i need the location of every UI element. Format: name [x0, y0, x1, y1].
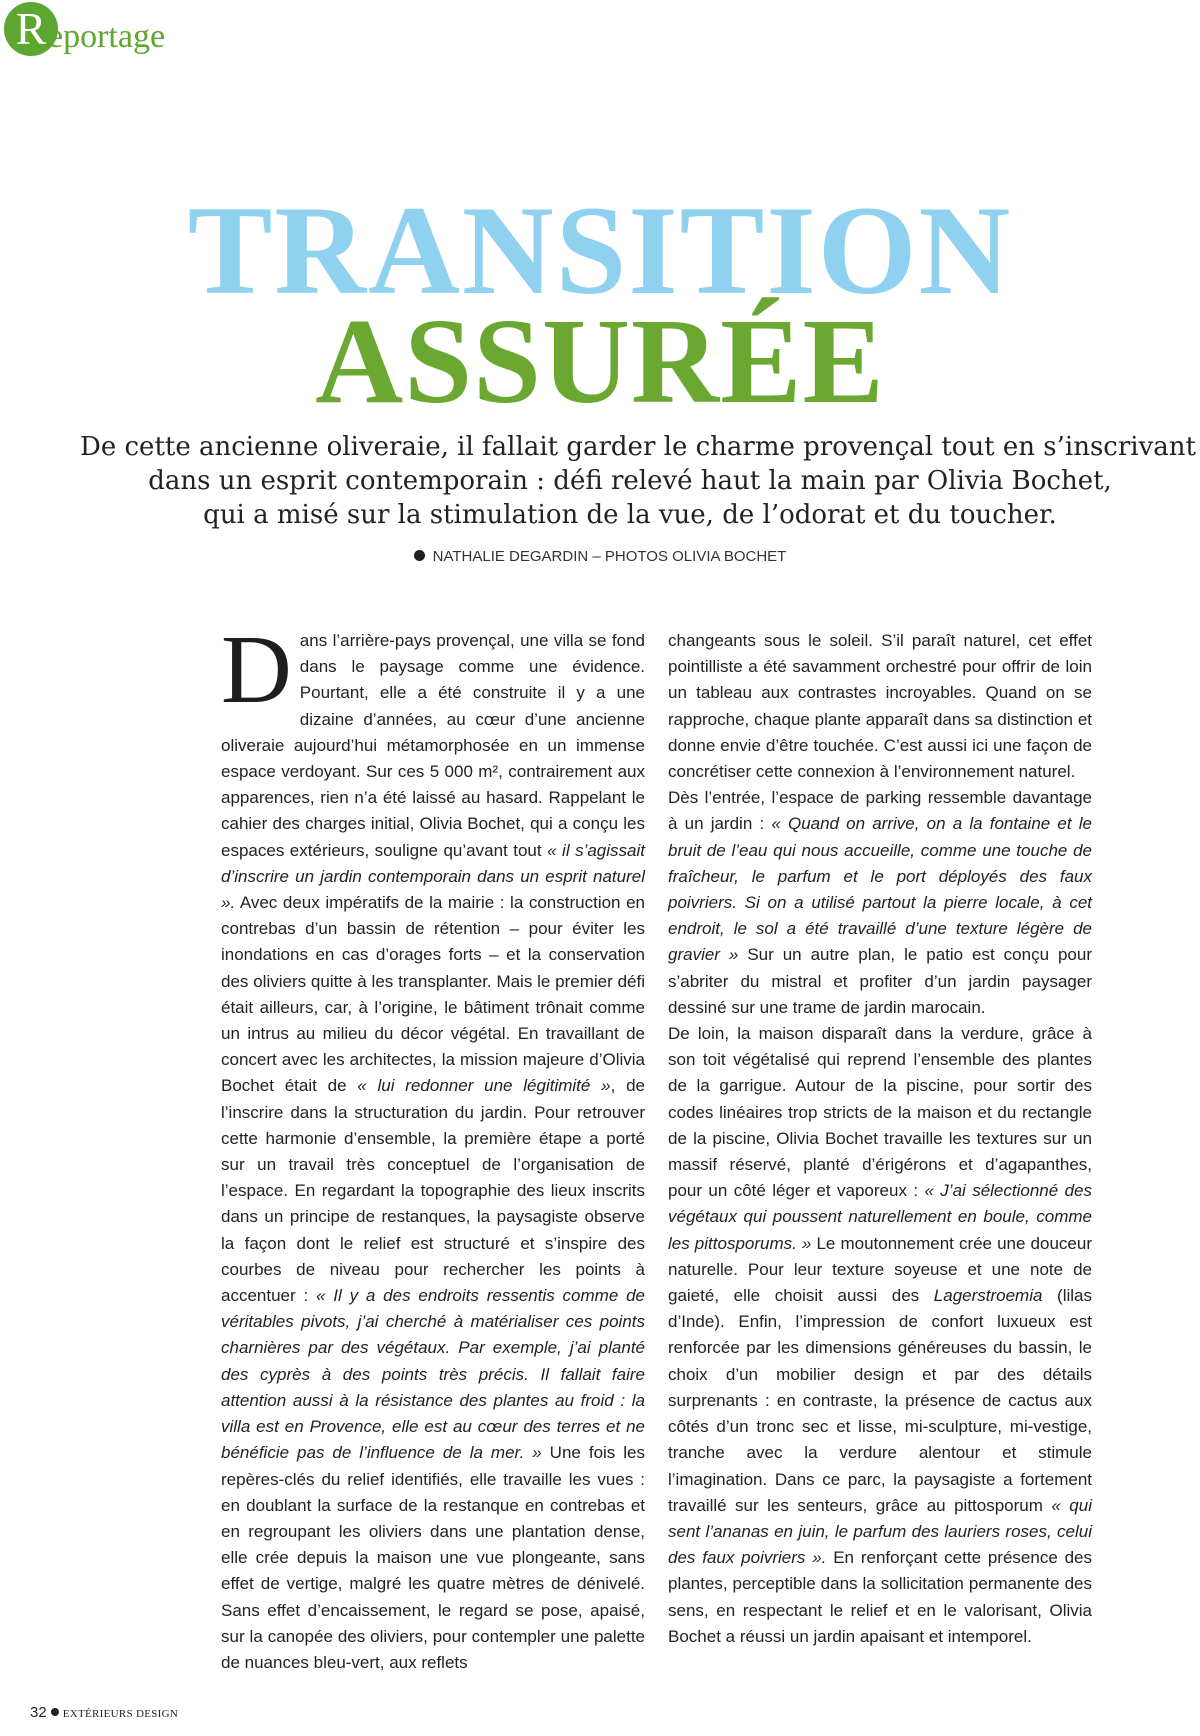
title-line-1: TRANSITION — [187, 181, 1013, 321]
body-paragraph — [668, 785, 1092, 1021]
body-text: ans l’arrière-pays provençal, une villa se fond dans le paysage comme une évidence. Pourtant, elle a été construite il y a une dizaine d’années, au cœur d’une ancienne oliveraie aujourd’hui métamorphosée en un immense espace verdoyant. Sur ces 5 000 m², contrairement aux apparences, rien n’a été laissé au hasard. Rappelant le cahier des charges initial, Olivia Bochet, qui a conçu les espaces extérieurs, souligne qu’avant tout — [221, 631, 645, 860]
bullet-dot-icon — [414, 550, 425, 561]
quote: « J’ai sélectionné des végétaux qui poussent naturellement en boule, comme les pittosporums. » — [668, 1181, 1093, 1253]
byline-text: NATHALIE DEGARDIN – PHOTOS OLIVIA BOCHET — [432, 548, 787, 565]
body-text: Une fois les repères-clés du relief identifiés, elle travaille les vues : en doublant la surface de la restanque en contrebas et en regroupant les oliviers dans une plantation dense, elle crée depuis la maison une vue plongeante, sans effet de vertige, malgré les quatre mètres de dénivelé. Sans effet d’encaissement, le regard se pose, apaisé, sur la canopée des oliviers, pour contempler une palette de nuances bleu-vert, aux reflets — [221, 1443, 645, 1672]
lede-line: dans un esprit contemporain : défi relevé haut la main par Olivia Bochet, — [148, 466, 1112, 496]
body-text: En renforçant cette présence des plantes, perceptible dans la sollicitation permanente des sens, en respectant le relief et en le valorisant, Olivia Bochet a réussi un jardin apaisant et intemporel. — [668, 1548, 1092, 1646]
magazine-name: EXTÉRIEURS DESIGN — [62, 1708, 179, 1720]
page-footer — [30, 1704, 178, 1721]
lede-line: De cette ancienne oliveraie, il fallait garder le charme provençal tout en s’inscrivant — [80, 432, 1196, 462]
quote: « il s’agissait d’inscrire un jardin contemporain dans un esprit naturel ». — [221, 840, 645, 913]
body-text: Le moutonnement crée une douceur naturelle. Pour leur texture soyeuse et une note de gaieté, elle choisit aussi des — [668, 1233, 1092, 1306]
section-initial-badge: R — [4, 2, 58, 56]
body-text: De loin, la maison disparaît dans la verdure, grâce à son toit végétalisé qui reprend l’ensemble des plantes de la garrigue. Autour de la piscine, pour sortir des codes linéaires trop stricts de la maison et du rectangle de la piscine, Olivia Bochet travaille les textures sur un massif réservé, planté d’érigérons et d’agapanthes, pour un côté léger et vaporeux : — [668, 1024, 1092, 1201]
body-text: Sur un autre plan, le patio est conçu pour s’abriter du mistral et profiter d’un jardin paysager dessiné sur une trame de jardin marocain. — [668, 945, 1093, 1017]
quote: « Il y a des endroits ressentis comme de véritables pivots, j’ai cherché à matérialiser ces points charnières par des végétaux. Par exemple, j’ai planté des cyprès à des points très précis. Il fallait faire attention aussi à la résistance des plantes au froid : la villa est en Provence, elle est au cœur des terres et ne bénéficie pas de l’influence de la mer. » — [221, 1286, 646, 1463]
species-name: Lagerstroemia — [933, 1286, 1043, 1306]
lede — [80, 430, 1196, 532]
body-text: Avec deux impératifs de la mairie : la construction en contrebas d’un bassin de rétention – pour éviter les inondations en cas d’orages forts – et la conservation des oliviers quitte à les transplanter. Mais le premier défi était ailleurs, car, à l’origine, le bâtiment trônait comme un intrus au milieu du décor végétal. En travaillant de concert avec les architectes, la mission majeure d’Olivia Bochet était de — [221, 893, 645, 1096]
title-line-2: ASSURÉE — [315, 294, 885, 429]
lede-line: qui a misé sur la stimulation de la vue, de l’odorat et du toucher. — [203, 500, 1057, 530]
page-number: 32 — [30, 1704, 47, 1721]
body-paragraph — [221, 616, 646, 1676]
byline — [0, 548, 1200, 565]
body-column-left — [221, 616, 646, 1676]
quote: « Quand on arrive, on a la fontaine et le bruit de l’eau qui nous accueille, comme une touche de fraîcheur, le parfum et le port déployés des faux poivriers. Si on a utilisé partout la pierre locale, à cet endroit, le sol a été travaillé d’une texture légère de gravier » — [668, 814, 1092, 965]
body-text: , de l’inscrire dans la structuration du jardin. Pour retrouver cette harmonie d’ensemble, la première étape a porté sur un travail très conceptuel de l’organisation de l’espace. En regardant la topographie des lieux inscrits dans un principe de restanques, la paysagiste observe la façon dont le relief est structuré et s’inspire des courbes de niveau pour rechercher les points à accentuer : — [221, 1076, 646, 1306]
section-label: eportage — [48, 18, 166, 55]
body-text: Dès l’entrée, l’espace de parking ressemble davantage à un jardin : — [668, 788, 1092, 834]
quote: « lui redonner une légitimité » — [357, 1076, 611, 1096]
drop-cap: D — [221, 616, 292, 724]
body-text: changeants sous le soleil. S’il paraît naturel, cet effet pointilliste a été savamment orchestré pour offrir de loin un tableau aux contrastes incroyables. Quand on se rapproche, chaque plante apparaît dans sa distinction et donne envie d’être touchée. C’est aussi ici une façon de concrétiser cette connexion à l’environnement naturel. — [668, 631, 1092, 782]
body-column-right — [668, 628, 1092, 1650]
body-paragraph — [668, 1021, 1092, 1650]
bullet-dot-icon — [51, 1708, 59, 1716]
body-paragraph — [668, 628, 1092, 785]
body-text: (lilas d’Inde). Enfin, l’impression de confort luxueux est renforcée par les dimensions généreuses du bassin, le choix d’un mobilier design et par des détails surprenants : en contraste, la présence de cactus aux côtés d’un tronc sec et lisse, mi-sculpture, mi-vestige, tranche avec la verdure alentour et stimule l’imagination. Dans ce parc, la paysagiste a fortement travaillé sur les senteurs, grâce au pittosporum — [668, 1286, 1092, 1515]
quote: « qui sent l’ananas en juin, le parfum des lauriers roses, celui des faux poivriers ». — [668, 1495, 1092, 1568]
